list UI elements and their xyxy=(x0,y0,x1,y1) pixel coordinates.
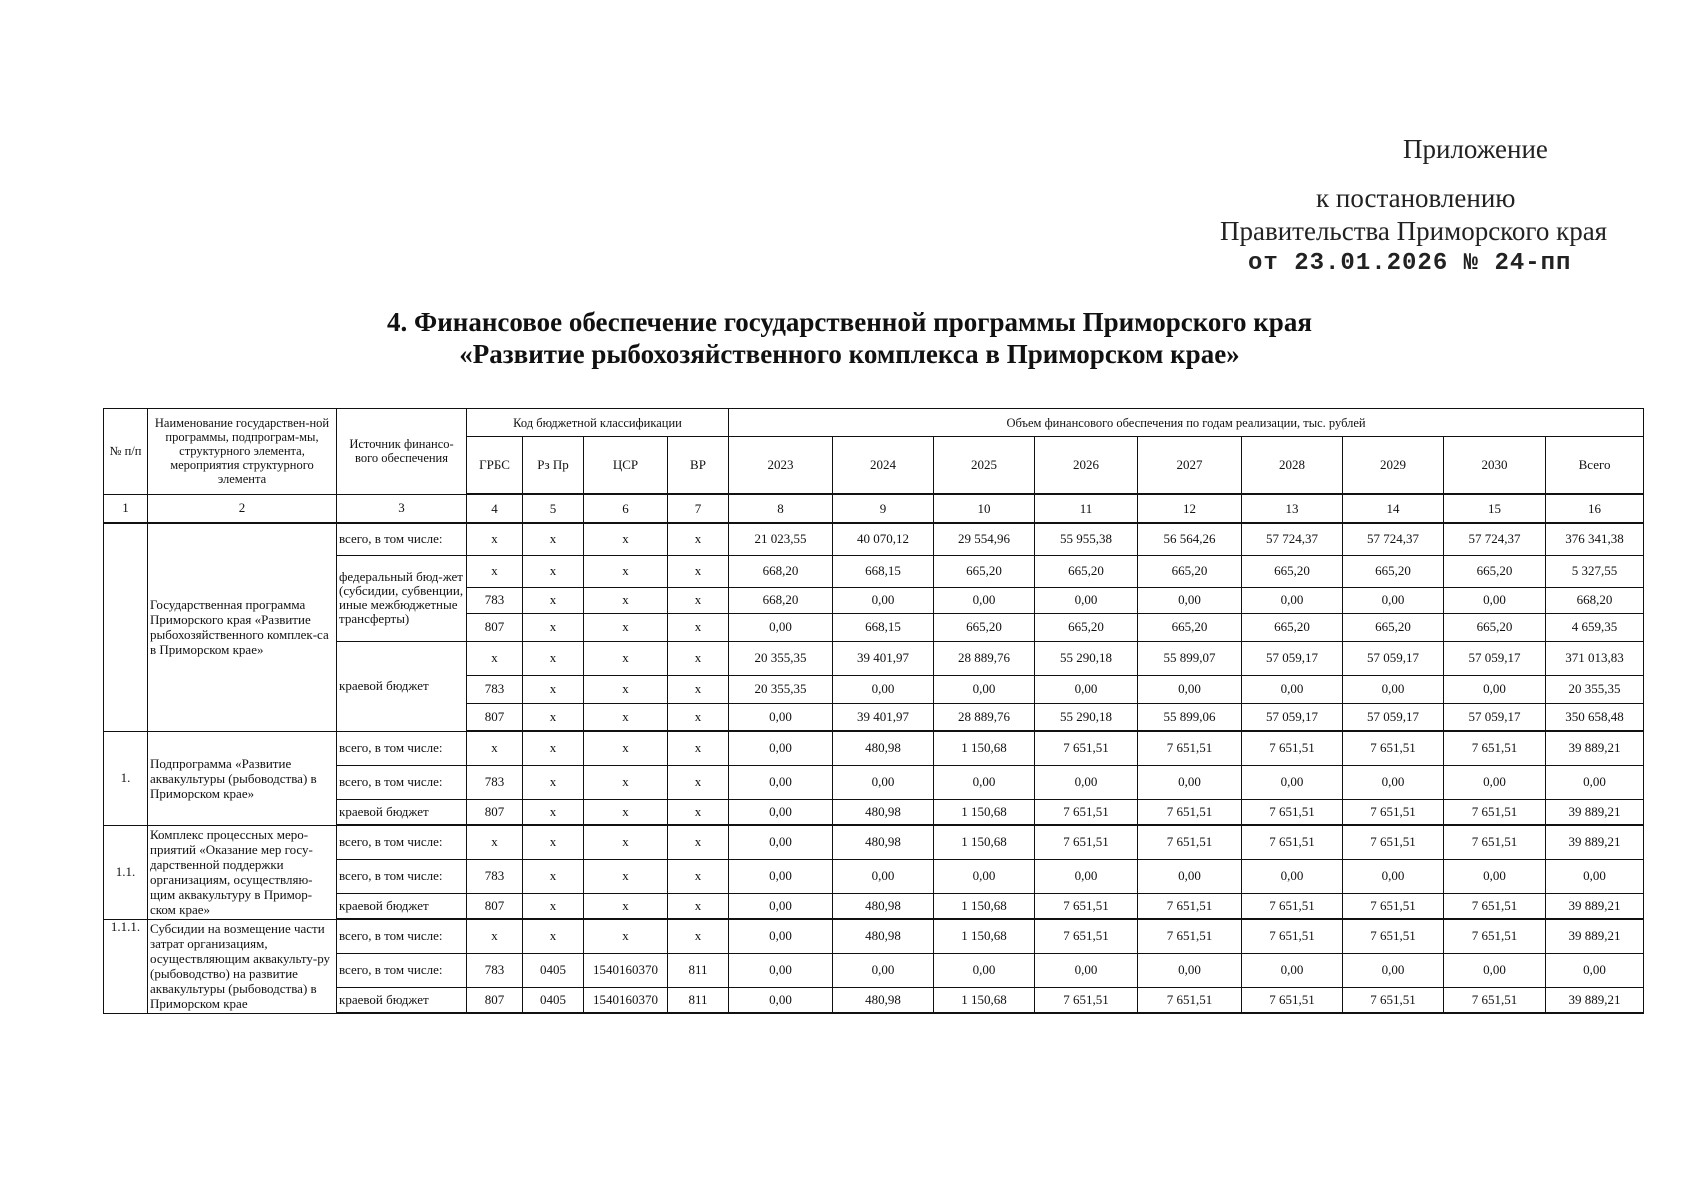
year-value-cell: 1 150,68 xyxy=(934,731,1035,765)
year-value-cell: 0,00 xyxy=(1343,675,1444,703)
year-value-cell: 57 059,17 xyxy=(1343,703,1444,731)
year-value-cell: 0,00 xyxy=(1138,953,1242,987)
year-value-cell: 7 651,51 xyxy=(1444,825,1546,859)
total-value-cell: 5 327,55 xyxy=(1546,555,1644,587)
year-value-cell: 0,00 xyxy=(729,953,833,987)
year-value-cell: 0,00 xyxy=(1035,765,1138,799)
col-head-year: 2028 xyxy=(1242,437,1343,495)
year-value-cell: 7 651,51 xyxy=(1242,799,1343,825)
kbk-grbs-cell: x xyxy=(467,523,523,555)
source-cell: всего, в том числе: xyxy=(337,523,467,555)
year-value-cell: 28 889,76 xyxy=(934,641,1035,675)
kbk-csr-cell: x xyxy=(584,799,668,825)
title-line-2: «Развитие рыбохозяйственного комплекса в Приморском крае» xyxy=(459,339,1240,369)
year-value-cell: 0,00 xyxy=(1242,859,1343,893)
year-value-cell: 29 554,96 xyxy=(934,523,1035,555)
kbk-csr-cell: x xyxy=(584,641,668,675)
year-value-cell: 7 651,51 xyxy=(1138,987,1242,1013)
kbk-vr-cell: x xyxy=(668,799,729,825)
year-value-cell: 0,00 xyxy=(1444,675,1546,703)
resolution-number: от 23.01.2026 № 24-пп xyxy=(1248,250,1572,277)
year-value-cell: 0,00 xyxy=(1343,953,1444,987)
total-value-cell: 0,00 xyxy=(1546,953,1644,987)
kbk-csr-cell: x xyxy=(584,825,668,859)
year-value-cell: 480,98 xyxy=(833,893,934,919)
year-value-cell: 0,00 xyxy=(1343,859,1444,893)
col-head-volume: Объем финансового обеспечения по годам реализации, тыс. рублей xyxy=(729,409,1644,437)
year-value-cell: 7 651,51 xyxy=(1444,731,1546,765)
col-head-year: 2025 xyxy=(934,437,1035,495)
kbk-vr-cell: x xyxy=(668,703,729,731)
year-value-cell: 39 401,97 xyxy=(833,703,934,731)
year-value-cell: 7 651,51 xyxy=(1035,919,1138,953)
kbk-grbs-cell: x xyxy=(467,555,523,587)
col-head-year: 2026 xyxy=(1035,437,1138,495)
kbk-vr-cell: x xyxy=(668,859,729,893)
year-value-cell: 21 023,55 xyxy=(729,523,833,555)
year-value-cell: 7 651,51 xyxy=(1242,825,1343,859)
kbk-csr-cell: x xyxy=(584,859,668,893)
year-value-cell: 0,00 xyxy=(729,765,833,799)
col-head-num: № п/п xyxy=(104,409,148,495)
kbk-rzpr-cell: x xyxy=(523,765,584,799)
kbk-vr-cell: x xyxy=(668,613,729,641)
year-value-cell: 665,20 xyxy=(1444,555,1546,587)
col-head-year: 2030 xyxy=(1444,437,1546,495)
col-head-year: 2029 xyxy=(1343,437,1444,495)
kbk-csr-cell: x xyxy=(584,523,668,555)
year-value-cell: 668,15 xyxy=(833,555,934,587)
year-value-cell: 55 899,07 xyxy=(1138,641,1242,675)
year-value-cell: 0,00 xyxy=(1242,765,1343,799)
year-value-cell: 7 651,51 xyxy=(1035,987,1138,1013)
year-value-cell: 55 290,18 xyxy=(1035,641,1138,675)
year-value-cell: 0,00 xyxy=(729,703,833,731)
year-value-cell: 480,98 xyxy=(833,919,934,953)
year-value-cell: 0,00 xyxy=(729,987,833,1013)
kbk-grbs-cell: x xyxy=(467,825,523,859)
year-value-cell: 1 150,68 xyxy=(934,825,1035,859)
year-value-cell: 0,00 xyxy=(1242,587,1343,613)
kbk-grbs-cell: 783 xyxy=(467,765,523,799)
total-value-cell: 39 889,21 xyxy=(1546,893,1644,919)
year-value-cell: 665,20 xyxy=(934,555,1035,587)
col-head-vr: ВР xyxy=(668,437,729,495)
row-number-cell: 1.1. xyxy=(104,825,148,919)
year-value-cell: 0,00 xyxy=(1035,953,1138,987)
column-number-cell: 1 xyxy=(104,494,148,523)
kbk-grbs-cell: 783 xyxy=(467,587,523,613)
appendix-label: Приложение xyxy=(1403,134,1548,164)
column-number-cell: 5 xyxy=(523,494,584,523)
year-value-cell: 7 651,51 xyxy=(1444,987,1546,1013)
kbk-rzpr-cell: x xyxy=(523,825,584,859)
table-body xyxy=(104,409,1644,1014)
year-value-cell: 1 150,68 xyxy=(934,919,1035,953)
source-cell: краевой бюджет xyxy=(337,893,467,919)
col-head-name: Наименование государствен-ной программы, подпрограм-мы, структурного элемента, мероприятия структурного элемента xyxy=(148,409,337,495)
source-cell: всего, в том числе: xyxy=(337,859,467,893)
kbk-grbs-cell: x xyxy=(467,731,523,765)
year-value-cell: 665,20 xyxy=(1035,555,1138,587)
section-name-cell: Субсидии на возмещение части затрат организациям, осуществляющим аквакульту-ру (рыбоводство) на развитие аквакультуры (рыбоводства) в Приморском крае xyxy=(148,919,337,1013)
financing-table-wrapper xyxy=(103,408,1643,1014)
section-name-cell: Комплекс процессных меро-приятий «Оказание мер госу-дарственной поддержки организациям, осуществляю-щим аквакультуру в Примор-ском крае» xyxy=(148,825,337,919)
year-value-cell: 665,20 xyxy=(1444,613,1546,641)
year-value-cell: 1 150,68 xyxy=(934,987,1035,1013)
year-value-cell: 0,00 xyxy=(1035,587,1138,613)
column-number-cell: 3 xyxy=(337,494,467,523)
source-cell: краевой бюджет xyxy=(337,799,467,825)
year-value-cell: 665,20 xyxy=(1138,555,1242,587)
year-value-cell: 668,20 xyxy=(729,555,833,587)
year-value-cell: 7 651,51 xyxy=(1138,799,1242,825)
kbk-csr-cell: x xyxy=(584,587,668,613)
year-value-cell: 57 059,17 xyxy=(1343,641,1444,675)
document-header xyxy=(0,0,1699,300)
title-line-1: 4. Финансовое обеспечение государственной программы Приморского края xyxy=(387,307,1312,337)
row-number-cell: 1. xyxy=(104,731,148,825)
year-value-cell: 0,00 xyxy=(833,675,934,703)
year-value-cell: 7 651,51 xyxy=(1343,919,1444,953)
total-value-cell: 39 889,21 xyxy=(1546,731,1644,765)
year-value-cell: 7 651,51 xyxy=(1343,893,1444,919)
col-head-year: 2023 xyxy=(729,437,833,495)
kbk-rzpr-cell: x xyxy=(523,799,584,825)
year-value-cell: 57 059,17 xyxy=(1242,641,1343,675)
year-value-cell: 0,00 xyxy=(729,799,833,825)
year-value-cell: 0,00 xyxy=(1242,675,1343,703)
year-value-cell: 668,15 xyxy=(833,613,934,641)
header-row-1 xyxy=(104,409,1644,437)
year-value-cell: 0,00 xyxy=(1444,859,1546,893)
year-value-cell: 0,00 xyxy=(729,731,833,765)
source-cell: всего, в том числе: xyxy=(337,953,467,987)
year-value-cell: 0,00 xyxy=(934,953,1035,987)
year-value-cell: 7 651,51 xyxy=(1444,893,1546,919)
year-value-cell: 0,00 xyxy=(729,825,833,859)
year-value-cell: 0,00 xyxy=(1035,859,1138,893)
year-value-cell: 0,00 xyxy=(729,893,833,919)
year-value-cell: 20 355,35 xyxy=(729,641,833,675)
year-value-cell: 57 724,37 xyxy=(1444,523,1546,555)
year-value-cell: 7 651,51 xyxy=(1035,893,1138,919)
year-value-cell: 57 724,37 xyxy=(1343,523,1444,555)
column-number-cell: 2 xyxy=(148,494,337,523)
year-value-cell: 0,00 xyxy=(1343,765,1444,799)
kbk-csr-cell: x xyxy=(584,613,668,641)
year-value-cell: 0,00 xyxy=(934,675,1035,703)
year-value-cell: 480,98 xyxy=(833,987,934,1013)
total-value-cell: 350 658,48 xyxy=(1546,703,1644,731)
year-value-cell: 7 651,51 xyxy=(1242,893,1343,919)
source-cell: всего, в том числе: xyxy=(337,919,467,953)
year-value-cell: 57 059,17 xyxy=(1242,703,1343,731)
kbk-vr-cell: x xyxy=(668,919,729,953)
year-value-cell: 55 955,38 xyxy=(1035,523,1138,555)
kbk-grbs-cell: 783 xyxy=(467,953,523,987)
col-head-kbk: Код бюджетной классификации xyxy=(467,409,729,437)
kbk-vr-cell: x xyxy=(668,555,729,587)
source-cell: федеральный бюд-жет (субсидии, субвенции, иные межбюджетные трансферты) xyxy=(337,555,467,641)
kbk-rzpr-cell: x xyxy=(523,675,584,703)
table-row xyxy=(104,919,1644,953)
year-value-cell: 480,98 xyxy=(833,731,934,765)
year-value-cell: 20 355,35 xyxy=(729,675,833,703)
year-value-cell: 7 651,51 xyxy=(1138,893,1242,919)
year-value-cell: 7 651,51 xyxy=(1343,799,1444,825)
kbk-rzpr-cell: x xyxy=(523,613,584,641)
kbk-vr-cell: x xyxy=(668,523,729,555)
kbk-vr-cell: x xyxy=(668,765,729,799)
year-value-cell: 0,00 xyxy=(729,859,833,893)
kbk-csr-cell: x xyxy=(584,765,668,799)
year-value-cell: 0,00 xyxy=(1444,587,1546,613)
year-value-cell: 55 899,06 xyxy=(1138,703,1242,731)
year-value-cell: 480,98 xyxy=(833,825,934,859)
year-value-cell: 0,00 xyxy=(1444,765,1546,799)
kbk-grbs-cell: 807 xyxy=(467,703,523,731)
source-cell: краевой бюджет xyxy=(337,641,467,731)
kbk-vr-cell: x xyxy=(668,825,729,859)
kbk-grbs-cell: 783 xyxy=(467,859,523,893)
year-value-cell: 7 651,51 xyxy=(1138,731,1242,765)
kbk-csr-cell: 1540160370 xyxy=(584,987,668,1013)
column-number-cell: 9 xyxy=(833,494,934,523)
kbk-vr-cell: x xyxy=(668,675,729,703)
year-value-cell: 57 724,37 xyxy=(1242,523,1343,555)
table-row xyxy=(104,523,1644,555)
col-head-source: Источник финансо-вого обеспечения xyxy=(337,409,467,495)
year-value-cell: 7 651,51 xyxy=(1035,825,1138,859)
total-value-cell: 376 341,38 xyxy=(1546,523,1644,555)
year-value-cell: 7 651,51 xyxy=(1444,799,1546,825)
kbk-grbs-cell: 807 xyxy=(467,893,523,919)
column-number-cell: 4 xyxy=(467,494,523,523)
column-number-cell: 12 xyxy=(1138,494,1242,523)
source-cell: всего, в том числе: xyxy=(337,765,467,799)
year-value-cell: 7 651,51 xyxy=(1138,919,1242,953)
year-value-cell: 1 150,68 xyxy=(934,893,1035,919)
kbk-rzpr-cell: x xyxy=(523,555,584,587)
source-cell: всего, в том числе: xyxy=(337,731,467,765)
total-value-cell: 39 889,21 xyxy=(1546,987,1644,1013)
year-value-cell: 55 290,18 xyxy=(1035,703,1138,731)
year-value-cell: 0,00 xyxy=(833,953,934,987)
year-value-cell: 0,00 xyxy=(1343,587,1444,613)
year-value-cell: 0,00 xyxy=(729,919,833,953)
year-value-cell: 0,00 xyxy=(1138,765,1242,799)
col-head-rzpr: Рз Пр xyxy=(523,437,584,495)
year-value-cell: 39 401,97 xyxy=(833,641,934,675)
year-value-cell: 665,20 xyxy=(1343,555,1444,587)
year-value-cell: 7 651,51 xyxy=(1343,825,1444,859)
kbk-rzpr-cell: x xyxy=(523,587,584,613)
government-label: Правительства Приморского края xyxy=(1220,216,1608,246)
column-number-cell: 10 xyxy=(934,494,1035,523)
year-value-cell: 0,00 xyxy=(934,587,1035,613)
column-number-cell: 8 xyxy=(729,494,833,523)
col-head-csr: ЦСР xyxy=(584,437,668,495)
total-value-cell: 371 013,83 xyxy=(1546,641,1644,675)
year-value-cell: 0,00 xyxy=(934,765,1035,799)
year-value-cell: 665,20 xyxy=(1138,613,1242,641)
total-value-cell: 20 355,35 xyxy=(1546,675,1644,703)
table-row xyxy=(104,825,1644,859)
year-value-cell: 7 651,51 xyxy=(1242,731,1343,765)
kbk-vr-cell: x xyxy=(668,731,729,765)
column-number-cell: 15 xyxy=(1444,494,1546,523)
year-value-cell: 668,20 xyxy=(729,587,833,613)
kbk-csr-cell: x xyxy=(584,703,668,731)
year-value-cell: 665,20 xyxy=(1035,613,1138,641)
financing-table xyxy=(103,408,1644,1014)
table-row xyxy=(104,731,1644,765)
total-value-cell: 0,00 xyxy=(1546,765,1644,799)
document-title xyxy=(0,306,1699,370)
kbk-grbs-cell: x xyxy=(467,641,523,675)
year-value-cell: 7 651,51 xyxy=(1242,919,1343,953)
source-cell: всего, в том числе: xyxy=(337,825,467,859)
source-cell: краевой бюджет xyxy=(337,987,467,1013)
column-number-cell: 11 xyxy=(1035,494,1138,523)
kbk-csr-cell: x xyxy=(584,675,668,703)
kbk-csr-cell: x xyxy=(584,731,668,765)
year-value-cell: 7 651,51 xyxy=(1035,731,1138,765)
kbk-grbs-cell: 807 xyxy=(467,613,523,641)
row-number-cell xyxy=(104,523,148,731)
year-value-cell: 0,00 xyxy=(833,765,934,799)
year-value-cell: 480,98 xyxy=(833,799,934,825)
year-value-cell: 7 651,51 xyxy=(1035,799,1138,825)
kbk-rzpr-cell: x xyxy=(523,641,584,675)
kbk-rzpr-cell: x xyxy=(523,893,584,919)
kbk-vr-cell: x xyxy=(668,641,729,675)
year-value-cell: 57 059,17 xyxy=(1444,641,1546,675)
kbk-grbs-cell: x xyxy=(467,919,523,953)
kbk-rzpr-cell: x xyxy=(523,919,584,953)
kbk-csr-cell: x xyxy=(584,919,668,953)
kbk-vr-cell: 811 xyxy=(668,953,729,987)
kbk-vr-cell: x xyxy=(668,587,729,613)
to-resolution-label: к постановлению xyxy=(1316,183,1516,213)
column-number-cell: 13 xyxy=(1242,494,1343,523)
kbk-rzpr-cell: x xyxy=(523,859,584,893)
row-number-cell: 1.1.1. xyxy=(104,919,148,1013)
kbk-grbs-cell: 807 xyxy=(467,987,523,1013)
year-value-cell: 0,00 xyxy=(833,587,934,613)
kbk-rzpr-cell: x xyxy=(523,731,584,765)
year-value-cell: 7 651,51 xyxy=(1444,919,1546,953)
column-number-row xyxy=(104,494,1644,523)
column-number-cell: 16 xyxy=(1546,494,1644,523)
total-value-cell: 4 659,35 xyxy=(1546,613,1644,641)
total-value-cell: 39 889,21 xyxy=(1546,919,1644,953)
col-head-total: Всего xyxy=(1546,437,1644,495)
year-value-cell: 40 070,12 xyxy=(833,523,934,555)
kbk-rzpr-cell: x xyxy=(523,703,584,731)
year-value-cell: 7 651,51 xyxy=(1242,987,1343,1013)
year-value-cell: 665,20 xyxy=(934,613,1035,641)
year-value-cell: 0,00 xyxy=(1035,675,1138,703)
kbk-grbs-cell: 807 xyxy=(467,799,523,825)
kbk-csr-cell: x xyxy=(584,893,668,919)
kbk-csr-cell: 1540160370 xyxy=(584,953,668,987)
section-name-cell: Подпрограмма «Развитие аквакультуры (рыбоводства) в Приморском крае» xyxy=(148,731,337,825)
col-head-grbs: ГРБС xyxy=(467,437,523,495)
kbk-grbs-cell: 783 xyxy=(467,675,523,703)
year-value-cell: 7 651,51 xyxy=(1343,987,1444,1013)
year-value-cell: 665,20 xyxy=(1343,613,1444,641)
year-value-cell: 56 564,26 xyxy=(1138,523,1242,555)
year-value-cell: 0,00 xyxy=(1242,953,1343,987)
kbk-rzpr-cell: 0405 xyxy=(523,953,584,987)
year-value-cell: 0,00 xyxy=(934,859,1035,893)
year-value-cell: 57 059,17 xyxy=(1444,703,1546,731)
kbk-rzpr-cell: x xyxy=(523,523,584,555)
kbk-rzpr-cell: 0405 xyxy=(523,987,584,1013)
total-value-cell: 39 889,21 xyxy=(1546,825,1644,859)
year-value-cell: 1 150,68 xyxy=(934,799,1035,825)
program-name-cell: Государственная программа Приморского края «Развитие рыбохозяйственного комплек-са в Приморском крае» xyxy=(148,523,337,731)
year-value-cell: 665,20 xyxy=(1242,555,1343,587)
column-number-cell: 7 xyxy=(668,494,729,523)
total-value-cell: 39 889,21 xyxy=(1546,799,1644,825)
col-head-year: 2027 xyxy=(1138,437,1242,495)
year-value-cell: 0,00 xyxy=(1444,953,1546,987)
year-value-cell: 0,00 xyxy=(1138,587,1242,613)
total-value-cell: 0,00 xyxy=(1546,859,1644,893)
total-value-cell: 668,20 xyxy=(1546,587,1644,613)
year-value-cell: 0,00 xyxy=(833,859,934,893)
year-value-cell: 0,00 xyxy=(1138,675,1242,703)
column-number-cell: 14 xyxy=(1343,494,1444,523)
year-value-cell: 28 889,76 xyxy=(934,703,1035,731)
kbk-vr-cell: 811 xyxy=(668,987,729,1013)
column-number-cell: 6 xyxy=(584,494,668,523)
year-value-cell: 665,20 xyxy=(1242,613,1343,641)
year-value-cell: 0,00 xyxy=(1138,859,1242,893)
year-value-cell: 7 651,51 xyxy=(1138,825,1242,859)
kbk-csr-cell: x xyxy=(584,555,668,587)
kbk-vr-cell: x xyxy=(668,893,729,919)
year-value-cell: 7 651,51 xyxy=(1343,731,1444,765)
col-head-year: 2024 xyxy=(833,437,934,495)
year-value-cell: 0,00 xyxy=(729,613,833,641)
